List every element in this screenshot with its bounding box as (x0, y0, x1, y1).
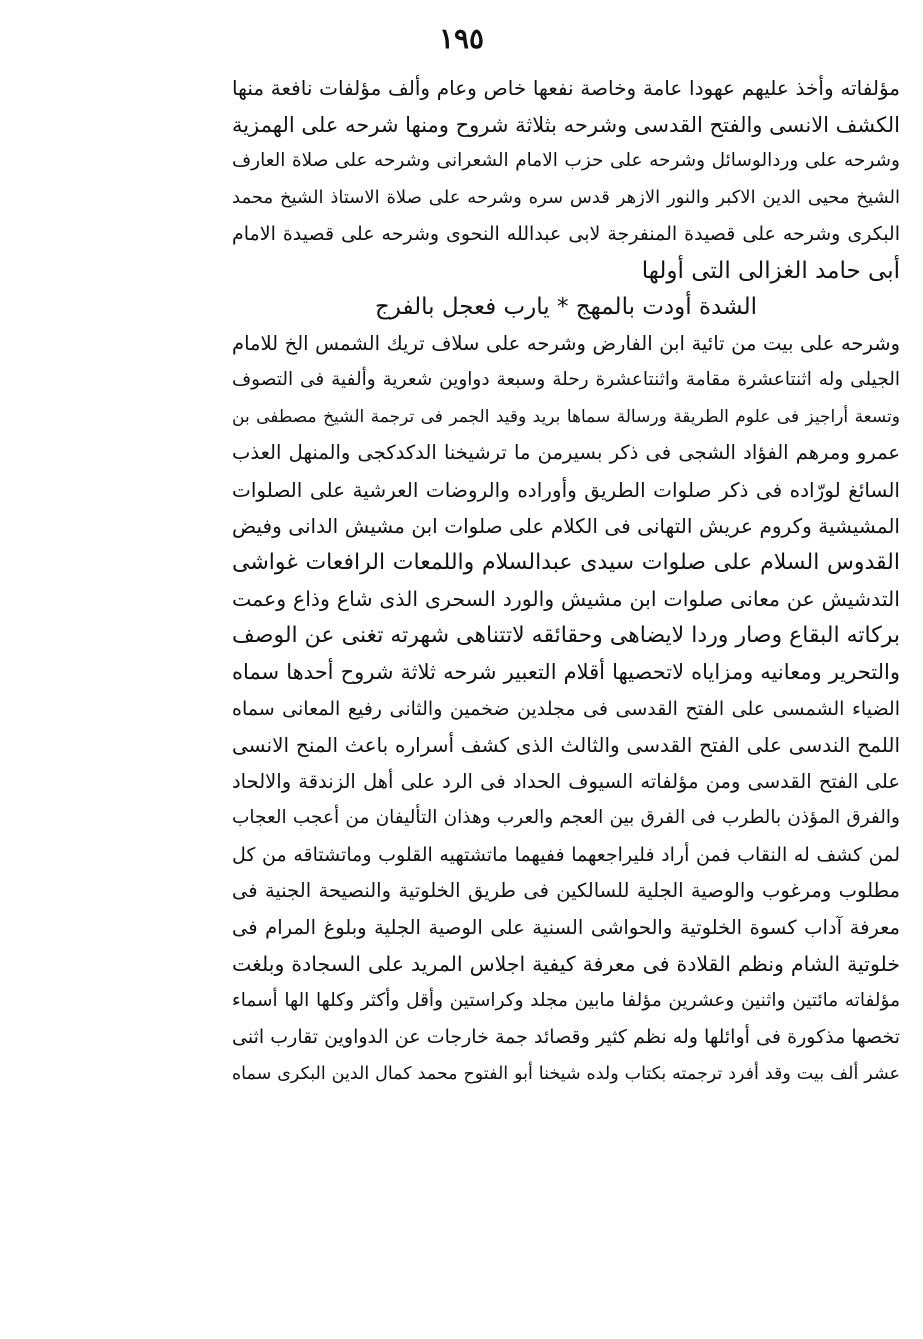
text-line: المشيشية وكروم عريش التهانى فى الكلام على صلوات ابن مشيش الدانى وفيض (232, 514, 900, 538)
text-line: وشرحه على بيت من تائية ابن الفارض وشرحه على سلاف تريك الشمس الخ للامام (232, 331, 900, 355)
text-line: الشيخ محيى الدين الاكبر والنور الازهر قدس سره وشرحه على صلاة الاستاذ الشيخ محمد (232, 186, 900, 208)
text-line: التدشيش عن معانى صلوات ابن مشيش والورد السحرى الذى شاع وذاع وعمت (232, 587, 900, 611)
text-line: عشر ألف بيت وقد أفرد ترجمته بكتاب ولده شيخنا أبو الفتوح محمد كمال الدين البكرى سماه (232, 1063, 900, 1084)
text-line: خلوتية الشام ونظم القلادة فى معرفة كيفية اجلاس المريد على السجادة وبلغت (232, 952, 900, 976)
text-line: اللمح الندسى على الفتح القدسى والثالث الذى كشف أسراره باعث المنح الانسى (232, 733, 900, 757)
text-line: الضياء الشمسى على الفتح القدسى فى مجلدين ضخمين والثانى رفيع المعانى سماه (232, 697, 900, 720)
text-line: القدوس السلام على صلوات سيدى عبدالسلام واللمعات الرافعات غواشى (232, 549, 900, 575)
text-line: معرفة آداب كسوة الخلوتية والحواشى السنية على الوصية الجلية وبلوغ المرام فى (232, 915, 900, 939)
text-line: الكشف الانسى والفتح القدسى وشرحه بثلاثة شروح ومنها شرحه على الهمزية (232, 112, 900, 137)
text-line: السائغ لورّاده فى ذكر صلوات الطريق وأوراده والروضات العرشية على الصلوات (232, 477, 900, 502)
text-line: والفرق المؤذن بالطرب فى الفرق بين العجم والعرب وهذان التأليفان من أعجب العجاب (232, 807, 900, 828)
body-text (232, 70, 900, 1092)
text-line: عمرو ومرهم الفؤاد الشجى فى ذكر بسيرمن ما ترشيخنا الدكدكجى والمنهل العذب (232, 441, 900, 464)
paragraph-2 (232, 326, 900, 1093)
text-line: مطلوب ومرغوب والوصية الجلية للسالكين فى طريق الخلوتية والنصيحة الجنية فى (232, 879, 900, 902)
text-line: وتسعة أراجيز فى علوم الطريقة ورسالة سماها بريد وقيد الجمر فى ترجمة الشيخ مصطفى بن (232, 406, 900, 427)
text-line: مؤلفاته وأخذ عليهم عهودا عامة وخاصة نفعها خاص وعام وألف مؤلفات نافعة منها (232, 76, 900, 100)
text-line: أبى حامد الغزالى التى أولها (641, 257, 900, 284)
paragraph-1 (232, 70, 900, 289)
text-line: الجيلى وله اثنتاعشرة مقامة واثنتاعشرة رحلة وسبعة دواوين شعرية وألفية فى التصوف (232, 369, 900, 390)
text-line: تخصها مذكورة فى أوائلها وله نظم كثير وقصائد جمة خارجات عن الدواوين تقارب اثنى (232, 1026, 900, 1048)
text-line: وشرحه على وردالوسائل وشرحه على حزب الامام الشعرانى وشرحه على صلاة العارف (232, 150, 900, 171)
text-line: على الفتح القدسى ومن مؤلفاته السيوف الحداد فى الرد على أهل الزندقة والالحاد (232, 769, 900, 793)
text-line: البكرى وشرحه على قصيدة المنفرجة لابى عبدالله النحوى وشرحه على قصيدة الامام (232, 223, 900, 245)
page-number: ١٩٥ (438, 22, 485, 55)
text-line: مؤلفاته مائتين واثنين وعشرين مؤلفا مابين مجلد وكراستين وأقل وأكثر وكلها الها أسماء (232, 989, 900, 1011)
text-line: لمن كشف له النقاب فمن أراد فليراجعهما ففيهما ماتشتهيه القلوب وماتشتاقه من كل (232, 843, 900, 866)
text-line: بركاته البقاع وصار وردا لايضاهى وحقائقه لاتتناهى شهرته تغنى عن الوصف (232, 622, 900, 648)
text-line: والتحرير ومعانيه ومزاياه لاتحصيها أقلام التعبير شرحه ثلاثة شروح أحدها سماه (232, 660, 900, 684)
verse-line: الشدة أودت بالمهج * يارب فعجل بالفرج (374, 294, 758, 320)
